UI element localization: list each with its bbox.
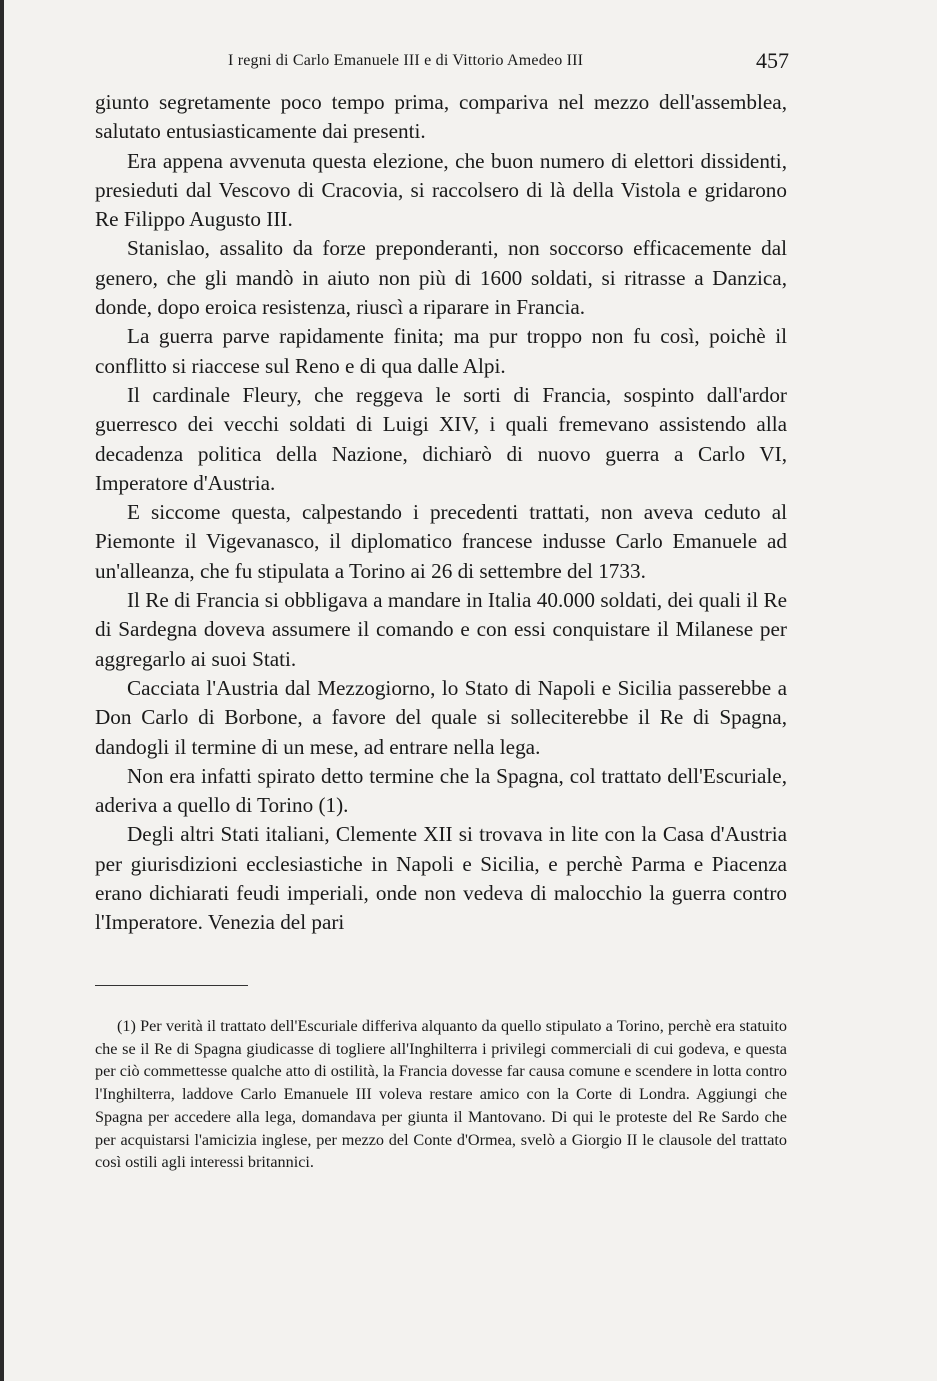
- footnote-text: (1) Per verità il trattato dell'Escuriale differiva alquanto da quello stipulato a Torino, perchè era statuito che se il Re di Spagna giudicasse di togliere all'Inghilterra i privilegi commerciali di cui godeva, e questa per ciò commettesse qualche atto di ostilità, la Francia dovesse far causa comune e scendere in lotta contro l'Inghilterra, laddove Carlo Emanuele III voleva restare amico con la Corte di Londra. Aggiungi che Spagna per accedere alla lega, domandava per giunta il Mantovano. Di qui le proteste del Re Sardo che per acquistarsi l'amicizia inglese, per mezzo del Conte d'Ormea, svelò a Giorgio II le clausole del trattato così ostili agli interessi britannici.: [95, 1017, 787, 1172]
- paragraph: Non era infatti spirato detto termine che la Spagna, col trattato dell'Escuriale, aderiva a quello di Torino (1).: [95, 763, 787, 818]
- paragraph: giunto segretamente poco tempo prima, compariva nel mezzo dell'assemblea, salutato entusiasticamente dai presenti.: [95, 90, 787, 144]
- footnote: [95, 1015, 787, 1174]
- paragraph: Degli altri Stati italiani, Clemente XII si trovava in lite con la Casa d'Austria per giurisdizioni ecclesiastiche in Napoli e Sicilia, e perchè Parma e Piacenza erano dichiarati feudi imperiali, onde non vedeva di malocchio la guerra contro l'Imperatore. Venezia del pari: [95, 822, 787, 935]
- page-edge-shadow: [0, 0, 4, 1381]
- paragraph: Era appena avvenuta questa elezione, che buon numero di elettori dissidenti, presieduti dal Vescovo di Cracovia, si raccolsero di là della Vistola e gridarono Re Filippo Augusto III.: [95, 148, 787, 232]
- paragraph: La guerra parve rapidamente finita; ma pur troppo non fu così, poichè il conflitto si riaccese sul Reno e di qua dalle Alpi.: [95, 324, 787, 378]
- page-number: 457: [756, 48, 789, 73]
- running-head: [95, 50, 795, 76]
- paragraph: Il Re di Francia si obbligava a mandare in Italia 40.000 soldati, dei quali il Re di Sardegna doveva assumere il comando e con essi conquistare il Milanese per aggregarlo ai suoi Stati.: [95, 588, 787, 671]
- running-title: I regni di Carlo Emanuele III e di Vittorio Amedeo III: [228, 52, 584, 69]
- paragraph: Stanislao, assalito da forze preponderanti, non soccorso efficacemente dal genero, che gli mandò in aiuto non più di 1600 soldati, si ritrasse a Danzica, donde, dopo eroica resistenza, riuscì a riparare in Francia.: [95, 236, 787, 320]
- paragraph: E siccome questa, calpestando i precedenti trattati, non aveva ceduto al Piemonte il Vigevanasco, il diplomatico francese indusse Carlo Emanuele ad un'alleanza, che fu stipulata a Torino ai 26 di settembre del 1733.: [95, 500, 787, 583]
- paragraph: Cacciata l'Austria dal Mezzogiorno, lo Stato di Napoli e Sicilia passerebbe a Don Carlo di Borbone, a favore del quale si solleciterebbe il Re di Spagna, dandogli il termine di un mese, ad entrare nella lega.: [95, 675, 787, 759]
- footnote-rule: [95, 985, 248, 986]
- body-text: [95, 88, 787, 938]
- paragraph: Il cardinale Fleury, che reggeva le sorti di Francia, sospinto dall'ardor guerresco dei vecchi soldati di Luigi XIV, i quali fremevano assistendo alla decadenza politica della Nazione, dichiarò di nuovo guerra a Carlo VI, Imperatore d'Austria.: [95, 382, 787, 495]
